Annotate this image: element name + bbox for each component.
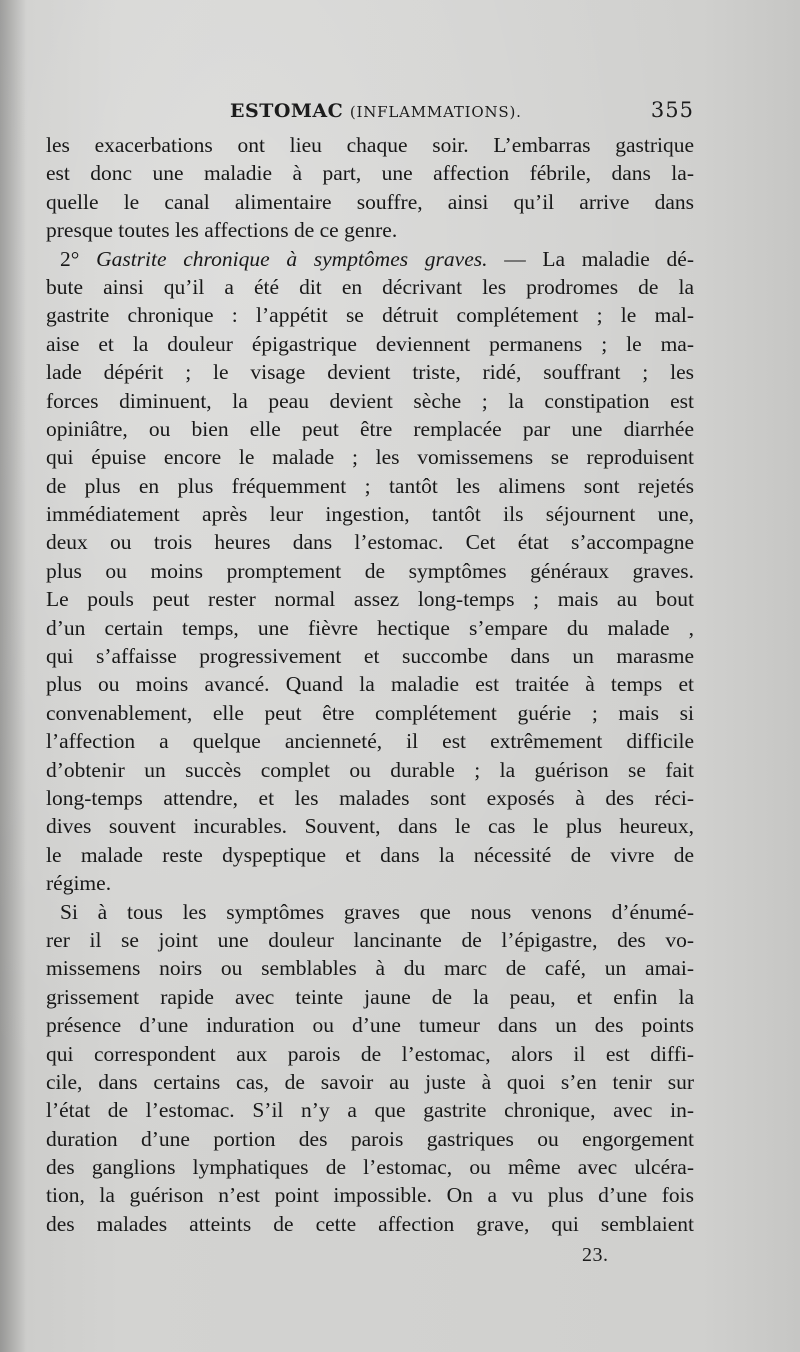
gutter-shadow [0,0,26,1352]
text-line: d’un certain temps, une fièvre hectique s’empare du malade , [46,615,694,640]
text-line: convenablement, elle peut être complétement guérie ; mais si [46,700,694,725]
text-line: grissement rapide avec teinte jaune de la peau, et enfin la [46,984,694,1009]
text-line: immédiatement après leur ingestion, tantôt ils séjournent une, [46,502,694,527]
text-line: de plus en plus fréquemment ; tantôt les alimens sont rejetés [46,473,694,498]
text-line: duration d’une portion des parois gastriques ou engorgement [46,1126,694,1151]
text-line: Le pouls peut rester normal assez long-temps ; mais au bout [46,587,694,612]
section-lead: — La maladie dé- [487,246,694,271]
text-line: cile, dans certains cas, de savoir au juste à quoi s’en tenir sur [46,1069,694,1094]
text-line: est donc une maladie à part, une affection fébrile, dans la- [46,161,694,186]
text-line: quelle le canal alimentaire souffre, ainsi qu’il arrive dans [46,189,694,214]
text-line: presque toutes les affections de ce genre. [46,218,398,243]
text-line: qui s’affaisse progressivement et succombe dans un marasme [46,644,694,669]
text-line: lade dépérit ; le visage devient triste, ridé, souffrant ; les [46,360,694,385]
text-line: aise et la douleur épigastrique deviennent permanens ; le ma- [46,331,694,356]
text-line: bute ainsi qu’il a été dit en décrivant les prodromes de la [46,274,694,299]
text-line: qui épuise encore le malade ; les vomissemens se reproduisent [46,445,694,470]
text-line: deux ou trois heures dans l’estomac. Cet état s’accompagne [46,530,694,555]
page-number: 355 [650,98,694,122]
running-head [230,100,522,122]
text-line: le malade reste dyspeptique et dans la nécessité de vivre de [46,842,694,867]
text-line: plus ou moins avancé. Quand la maladie est traitée à temps et [46,672,694,697]
text-line: plus ou moins promptement de symptômes généraux graves. [46,558,694,583]
running-head-main: ESTOMAC [230,100,344,122]
text-line: des ganglions lymphatiques de l’estomac, ou même avec ulcéra- [46,1155,694,1180]
running-head-sub: (INFLAMMATIONS). [349,103,522,121]
text-line: long-temps attendre, et les malades sont exposés à des réci- [46,785,694,810]
body-text [46,131,694,1238]
text-line: présence d’une induration ou d’une tumeur dans un des points [46,1013,694,1038]
section-title: Gastrite chronique à symptômes graves. [96,246,488,271]
page-header [46,98,694,128]
section-number: 2° [60,246,97,271]
text-line: rer il se joint une douleur lancinante de l’épigastre, des vo- [46,927,694,952]
text-line: Si à tous les symptômes graves que nous venons d’énumé- [60,899,694,924]
text-line: gastrite chronique : l’appétit se détruit complétement ; le mal- [46,303,694,328]
text-line: l’affection a quelque ancienneté, il est extrêmement difficile [46,729,694,754]
text-line: tion, la guérison n’est point impossible. On a vu plus d’une fois [46,1183,694,1208]
signature-mark: 23. [582,1244,609,1266]
text-line: forces diminuent, la peau devient sèche ; la constipation est [46,388,694,413]
text-line: des malades atteints de cette affection grave, qui semblaient [46,1211,694,1236]
text-line: régime. [46,871,112,896]
text-line: d’obtenir un succès complet ou durable ; la guérison se fait [46,757,694,782]
text-line: les exacerbations ont lieu chaque soir. L’embarras gastrique [46,133,694,157]
text-line: opiniâtre, ou bien elle peut être remplacée par une diarrhée [46,416,694,441]
text-line: dives souvent incurables. Souvent, dans le cas le plus heureux, [46,814,694,839]
text-line-section-heading [46,245,694,273]
text-line: qui correspondent aux parois de l’estomac, alors il est diffi- [46,1041,694,1066]
text-line: missemens noirs ou semblables à du marc de café, un amai- [46,956,694,981]
text-line: l’état de l’estomac. S’il n’y a que gastrite chronique, avec in- [46,1098,694,1123]
